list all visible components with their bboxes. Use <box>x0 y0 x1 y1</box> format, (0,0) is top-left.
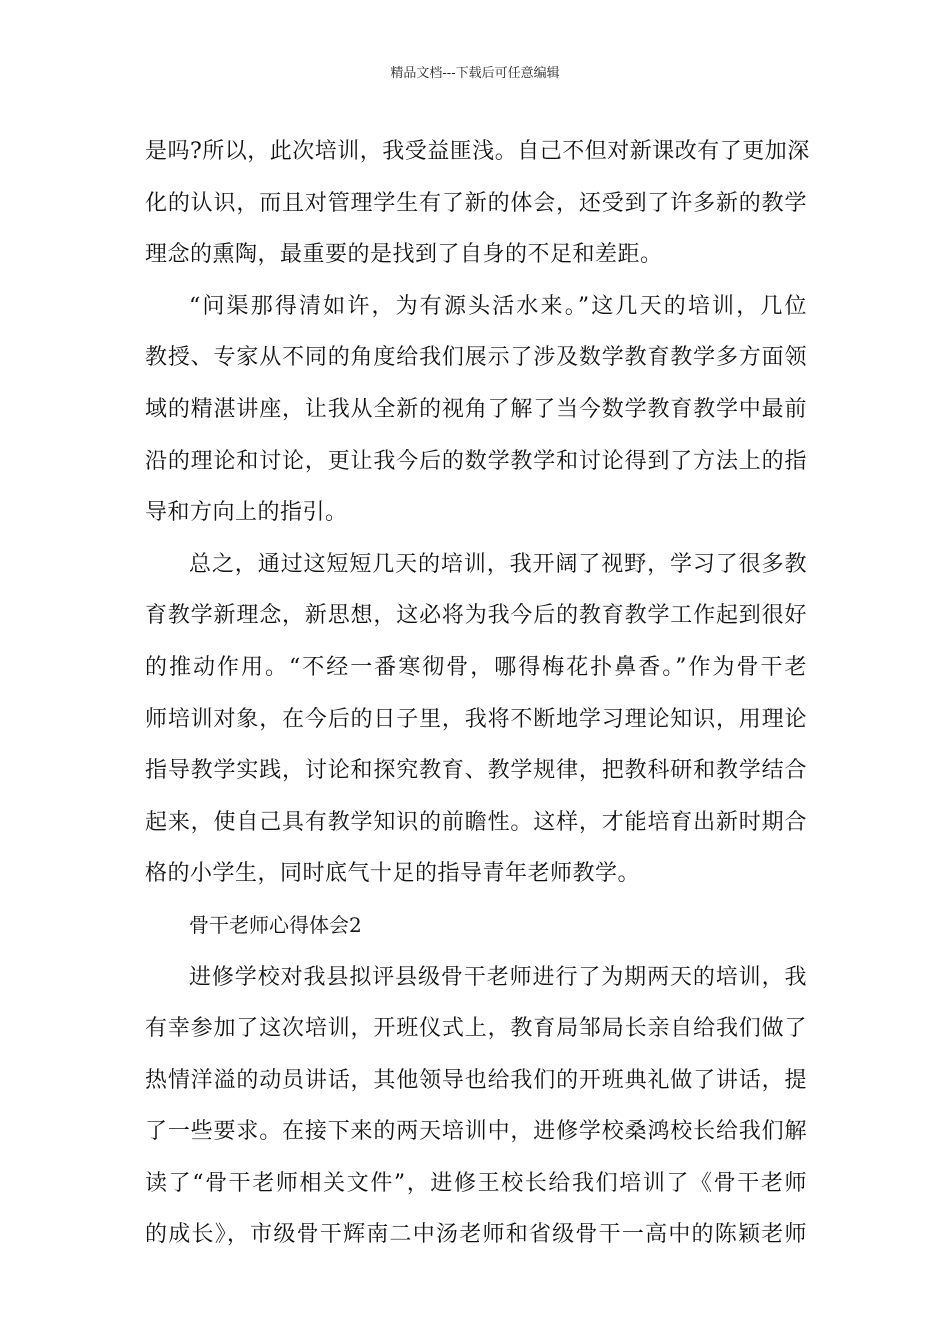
text-line: 总之，通过这短短几天的培训，我开阔了视野，学习了很多教 <box>189 551 807 577</box>
text-line: 沿的理论和讨论，更让我今后的数学教学和讨论得到了方法上的指 <box>145 448 807 474</box>
text-line: 教授、专家从不同的角度给我们展示了涉及数学教育教学多方面领 <box>145 345 807 371</box>
paragraph <box>145 281 807 539</box>
text-line: 师培训对象，在今后的日子里，我将不断地学习理论知识，用理论 <box>145 706 807 732</box>
text-line: 的推动作用。“不经一番寒彻骨，哪得梅花扑鼻香。”作为骨干老 <box>145 654 807 680</box>
text-line: 化的认识，而且对管理学生有了新的体会，还受到了许多新的教学 <box>145 190 807 216</box>
text-line: 有幸参加了这次培训，开班仪式上，教育局邹局长亲自给我们做了 <box>145 1016 807 1042</box>
text-line: 起来，使自己具有教学知识的前瞻性。这样，才能培育出新时期合 <box>145 809 807 835</box>
text-line: 域的精湛讲座，让我从全新的视角了解了当今数学教育教学中最前 <box>145 396 807 422</box>
text-line: 热情洋溢的动员讲话，其他领导也给我们的开班典礼做了讲话，提 <box>145 1067 807 1093</box>
text-line: 读了“骨干老师相关文件”，进修王校长给我们培训了《骨干老师 <box>145 1170 807 1196</box>
text-line: 进修学校对我县拟评县级骨干老师进行了为期两天的培训，我 <box>189 964 807 990</box>
paragraph <box>145 539 807 900</box>
text-line: 理念的熏陶，最重要的是找到了自身的不足和差距。 <box>145 242 663 268</box>
text-line: “问渠那得清如许，为有源头活水来。”这几天的培训，几位 <box>189 293 807 319</box>
text-line: 导和方向上的指引。 <box>145 500 348 526</box>
text-line: 了一些要求。在接下来的两天培训中，进修学校桑鸿校长给我们解 <box>145 1119 807 1145</box>
paragraph <box>145 952 807 1262</box>
section-heading: 骨干老师心得体会2 <box>189 912 362 937</box>
page-header: 精品文档---下载后可任意编辑 <box>390 66 560 81</box>
text-line: 是吗?所以，此次培训，我受益匪浅。自己不但对新课改有了更加深 <box>145 139 810 164</box>
paragraph <box>145 126 810 281</box>
text-line: 育教学新理念，新思想，这必将为我今后的教育教学工作起到很好 <box>145 603 807 629</box>
text-line: 的成长》，市级骨干辉南二中汤老师和省级骨干一高中的陈颖老师 <box>145 1222 807 1248</box>
document-body <box>145 126 810 1261</box>
text-line: 指导教学实践，讨论和探究教育、教学规律，把教科研和教学结合 <box>145 758 807 784</box>
text-line: 格的小学生，同时底气十足的指导青年老师教学。 <box>145 861 641 887</box>
